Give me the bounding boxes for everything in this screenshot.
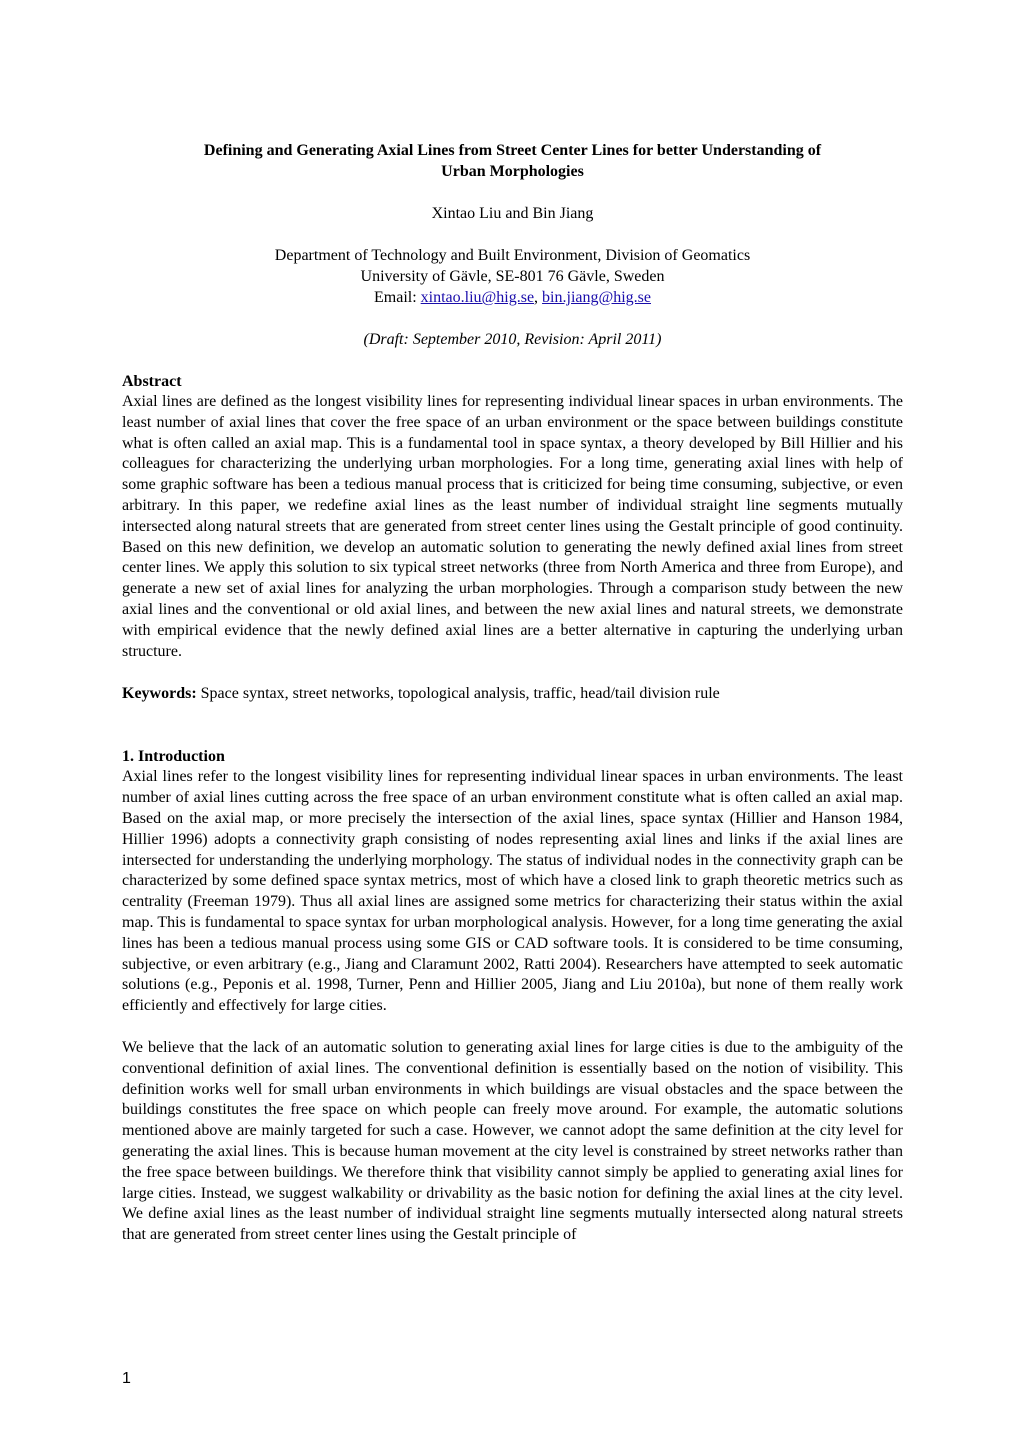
paper-title (122, 140, 903, 182)
email-separator: , (534, 289, 539, 306)
introduction-heading: 1. Introduction (122, 748, 225, 766)
paper-page (122, 140, 903, 1246)
author-list: Xintao Liu and Bin Jiang (431, 205, 594, 222)
title-line-1: Defining and Generating Axial Lines from Street Center Lines for better Understanding of (203, 142, 822, 159)
affiliation-block (122, 245, 903, 308)
introduction-paragraph-1: Axial lines refer to the longest visibility lines for representing individual linear spaces in urban environments. The least number of axial lines cutting across the free space of an urban environment constitute what is often called an axial map. Based on the axial map, or more precisely the intersection of the axial lines, space syntax (Hillier and Hanson 1984, Hillier 1996) adopts a connectivity graph consisting of nodes representing axial lines and links if the axial lines are intersected for understanding the underlying morphology. The status of individual nodes in the connectivity graph can be characterized by some defined space syntax metrics, most of which have a closed link to graph theoretic metrics such as centrality (Freeman 1979). Thus all axial lines are assigned some metrics for characterizing their status within the axial map. This is fundamental to space syntax for urban morphological analysis. However, for a long time generating the axial lines has been a tedious manual process using some GIS or CAD software tools. It is considered to be time consuming, subjective, or even arbitrary (e.g., Jiang and Claramunt 2002, Ratti 2004). Researchers have attempted to seek automatic solutions (e.g., Peponis et al. 1998, Turner, Penn and Hillier 2005, Jiang and Liu 2010a), but none of them really work efficiently and effectively for large cities. (122, 768, 903, 1015)
introduction-paragraph-2: We believe that the lack of an automatic solution to generating axial lines for large cities is due to the ambiguity of the conventional definition of axial lines. The conventional definition is essentially based on the notion of visibility. This definition works well for small urban environments in which buildings are visual obstacles and the space between the buildings constitutes the free space on which people can freely move around. For example, the automatic solutions mentioned above are mainly targeted for such a case. However, we cannot adopt the same definition at the city level for generating the axial lines. This is because human movement at the city level is constrained by street networks rather than the free space between buildings. We therefore think that visibility cannot simply be applied to generating axial lines for large cities. Instead, we suggest walkability or drivability as the basic notion for defining the axial lines at the city level. We define axial lines as the least number of individual straight line segments mutually intersected along natural streets that are generated from street center lines using the Gestalt principle of (122, 1038, 903, 1244)
keywords-text: Space syntax, street networks, topological analysis, traffic, head/tail division rule (200, 685, 720, 703)
email-link-liu[interactable]: xintao.liu@hig.se (420, 289, 535, 306)
affiliation-university: University of Gävle, SE-801 76 Gävle, Sweden (360, 268, 665, 285)
email-line (122, 287, 903, 308)
affiliation-department: Department of Technology and Built Environment, Division of Geomatics (274, 247, 751, 264)
title-line-2: Urban Morphologies (441, 163, 584, 180)
keywords-label: Keywords: (122, 685, 197, 703)
keywords-line (122, 683, 903, 704)
email-link-jiang[interactable]: bin.jiang@hig.se (542, 289, 651, 306)
abstract-heading: Abstract (122, 373, 182, 390)
page-number: 1 (122, 1370, 131, 1387)
abstract-text: Axial lines are defined as the longest visibility lines for representing individual linear spaces in urban environments. The least number of axial lines that cover the free space of an urban environment or the space between buildings constitute what is often called an axial map. This is a fundamental tool in space syntax, a theory developed by Bill Hillier and his colleagues for characterizing the underlying urban morphologies. For a long time, generating axial lines with help of some graphic software has been a tedious manual process that is criticized for being time consuming, subjective, or even arbitrary. In this paper, we redefine axial lines as the least number of individual straight line segments mutually intersected along natural streets that are generated from street center lines using the Gestalt principle of good continuity. Based on this new definition, we develop an automatic solution to generating the newly defined axial lines from street center lines. We apply this solution to six typical street networks (three from North America and three from Europe), and generate a new set of axial lines for analyzing the urban morphologies. Through a comparison study between the new axial lines and the conventional or old axial lines, and between the new axial lines and natural streets, we demonstrate with empirical evidence that the newly defined axial lines are a better alternative in capturing the underlying urban structure. (122, 393, 903, 660)
draft-note: (Draft: September 2010, Revision: April 2011) (363, 331, 662, 348)
email-label: Email: (374, 289, 417, 306)
